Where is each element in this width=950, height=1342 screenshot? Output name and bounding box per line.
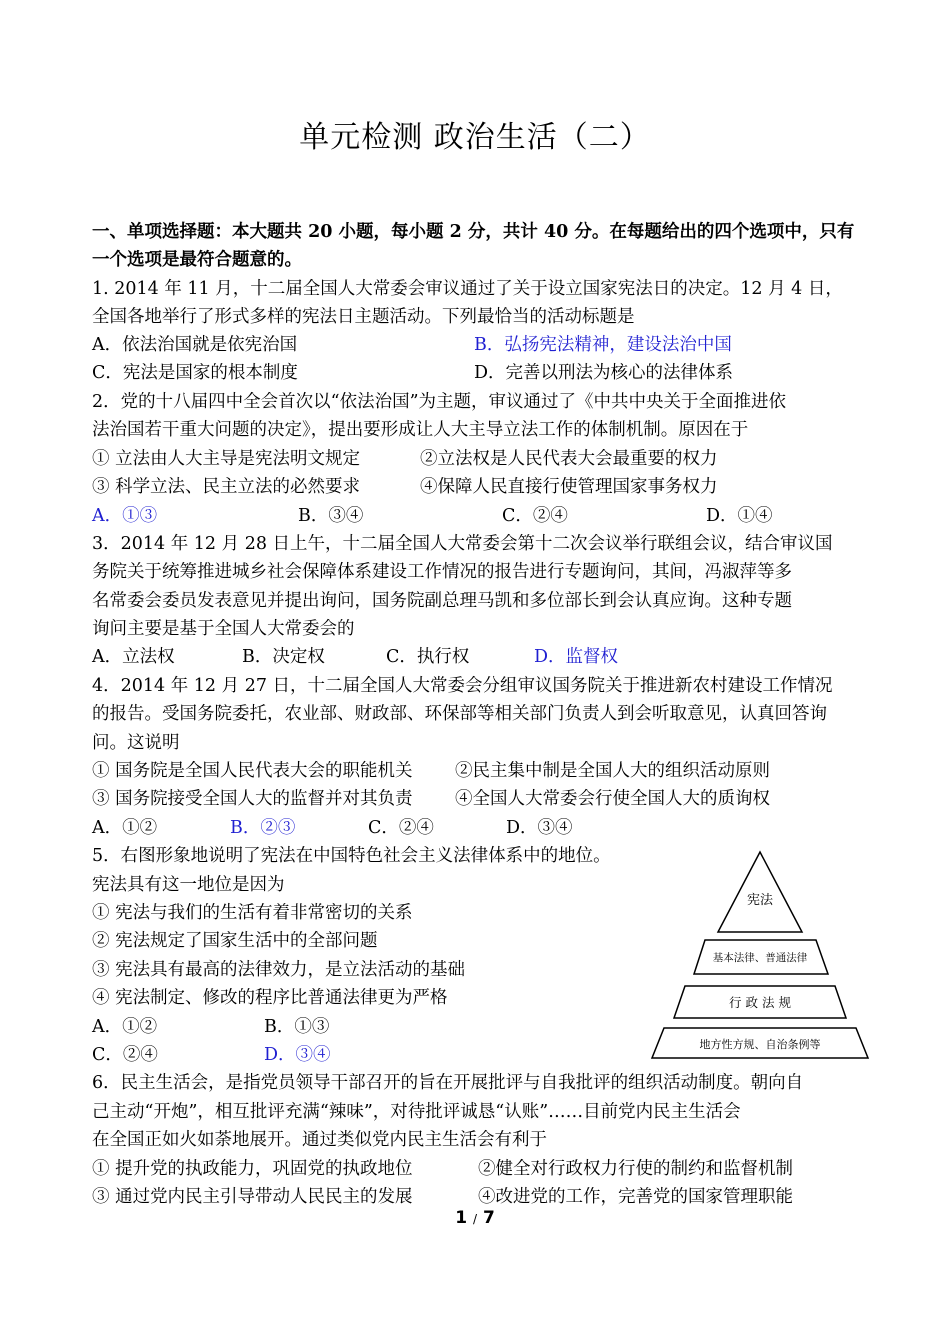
q2-statement-4: ④保障人民直接行使管理国家事务权力 [420, 477, 718, 497]
q6-statement-3: ③ 通过党内民主引导带动人民民主的发展 [92, 1187, 413, 1207]
q4-statement-2: ②民主集中制是全国人大的组织活动原则 [455, 761, 770, 781]
q1-option-b: B．弘扬宪法精神，建设法治中国 [474, 335, 732, 355]
q5-statement-2: ② 宪法规定了国家生活中的全部问题 [92, 931, 378, 951]
page-current: 1 [455, 1208, 468, 1228]
q2-statement-2: ②立法权是人民代表大会最重要的权力 [420, 449, 718, 469]
q5-statement-1: ① 宪法与我们的生活有着非常密切的关系 [92, 903, 413, 923]
q1-option-d: D．完善以刑法为核心的法律体系 [474, 363, 734, 383]
q5-statement-3: ③ 宪法具有最高的法律效力，是立法活动的基础 [92, 960, 466, 980]
q3-option-c: C．执行权 [386, 647, 470, 667]
page-total: 7 [482, 1208, 495, 1228]
pyramid-level-4-label: 地方性方规、自治条例等 [699, 1038, 821, 1051]
q4-statement-3: ③ 国务院接受全国人大的监督并对其负责 [92, 789, 413, 809]
q4-stem-cont: 问。这说明 [92, 733, 180, 753]
q6-statement-1: ① 提升党的执政能力，巩固党的执政地位 [92, 1159, 413, 1179]
section-header: 一、单项选择题：本大题共 20 小题，每小题 2 分，共计 40 分。在每题给出的四个选项中，只有 [92, 222, 855, 242]
q1-stem-cont: 全国各地举行了形式多样的宪法日主题活动。下列最恰当的活动标题是 [92, 307, 635, 327]
q4-statement-4: ④全国人大常委会行使全国人大的质询权 [455, 789, 770, 809]
q5-option-c: C．②④ [92, 1045, 158, 1065]
q4-statement-1: ① 国务院是全国人民代表大会的职能机关 [92, 761, 413, 781]
q1-stem: 1. 2014 年 11 月，十二届全国人大常委会审议通过了关于设立国家宪法日的决定。12 月 4 日， [92, 279, 843, 299]
q3-stem-cont: 询问主要是基于全国人大常委会的 [92, 619, 355, 639]
q2-stem-cont: 法治国若干重大问题的决定》，提出要形成让人大主导立法工作的体制机制。原因在于 [92, 420, 749, 440]
q6-stem-cont: 己主动“开炮”，相互批评充满“辣味”，对待批评诚恳“认账”……目前党内民主生活会 [92, 1102, 741, 1122]
q6-stem: 6．民主生活会，是指党员领导干部召开的旨在开展批评与自我批评的组织活动制度。朝向自 [92, 1073, 804, 1093]
pyramid-level-1-label: 宪法 [746, 893, 774, 908]
pyramid-level-3-label: 行 政 法 规 [729, 995, 791, 1010]
q5-statement-4: ④ 宪法制定、修改的程序比普通法律更为严格 [92, 988, 448, 1008]
q5-option-a: A．①② [92, 1017, 158, 1037]
pyramid-level-1 [718, 852, 802, 932]
legal-system-pyramid [650, 846, 872, 1064]
q4-stem: 4．2014 年 12 月 27 日，十二届全国人大常委会分组审议国务院关于推进新农村建设工作情况 [92, 676, 833, 696]
q3-option-a: A．立法权 [92, 647, 175, 667]
q5-stem: 5．右图形象地说明了宪法在中国特色社会主义法律体系中的地位。 [92, 846, 611, 866]
q3-option-d: D．监督权 [534, 647, 619, 667]
q4-stem-cont: 的报告。受国务院委托，农业部、财政部、环保部等相关部门负责人到会听取意见，认真回答询 [92, 704, 827, 724]
q1-option-a: A．依法治国就是依宪治国 [92, 335, 298, 355]
q5-stem-cont: 宪法具有这一地位是因为 [92, 875, 285, 895]
section-header-cont: 一个选项是最符合题意的。 [92, 250, 302, 270]
q4-option-a: A．①② [92, 818, 158, 838]
page-title: 单元检测 政治生活（二） [299, 120, 651, 155]
q6-statement-4: ④改进党的工作，完善党的国家管理职能 [478, 1187, 793, 1207]
q6-stem-cont: 在全国正如火如荼地展开。通过类似党内民主生活会有利于 [92, 1130, 547, 1150]
q5-option-b: B．①③ [264, 1017, 330, 1037]
q3-option-b: B．决定权 [242, 647, 325, 667]
q2-option-d: D．①④ [706, 506, 773, 526]
q1-option-c: C．宪法是国家的根本制度 [92, 363, 298, 383]
q4-option-b: B．②③ [230, 818, 296, 838]
q3-stem-cont: 务院关于统筹推进城乡社会保障体系建设工作情况的报告进行专题询问，其间，冯淑萍等多 [92, 562, 792, 582]
q5-option-d: D．③④ [264, 1045, 331, 1065]
q3-stem: 3．2014 年 12 月 28 日上午，十二届全国人大常委会第十二次会议举行联组会议，结合审议国 [92, 534, 833, 554]
q2-option-a: A．①③ [92, 506, 158, 526]
q4-option-c: C．②④ [368, 818, 434, 838]
q2-statement-1: ① 立法由人大主导是宪法明文规定 [92, 449, 361, 469]
q6-statement-2: ②健全对行政权力行使的制约和监督机制 [478, 1159, 793, 1179]
q2-stem: 2．党的十八届四中全会首次以“依法治国”为主题，审议通过了《中共中央关于全面推进依 [92, 392, 787, 412]
page-separator: / [472, 1212, 478, 1226]
q3-stem-cont: 名常委会委员发表意见并提出询问，国务院副总理马凯和多位部长到会认真应询。这种专题 [92, 591, 792, 611]
q2-option-b: B．③④ [298, 506, 364, 526]
q2-statement-3: ③ 科学立法、民主立法的必然要求 [92, 477, 361, 497]
q2-option-c: C．②④ [502, 506, 568, 526]
pyramid-level-2-label: 基本法律、普通法律 [712, 952, 808, 964]
q4-option-d: D．③④ [506, 818, 573, 838]
page-number [0, 1208, 950, 1228]
